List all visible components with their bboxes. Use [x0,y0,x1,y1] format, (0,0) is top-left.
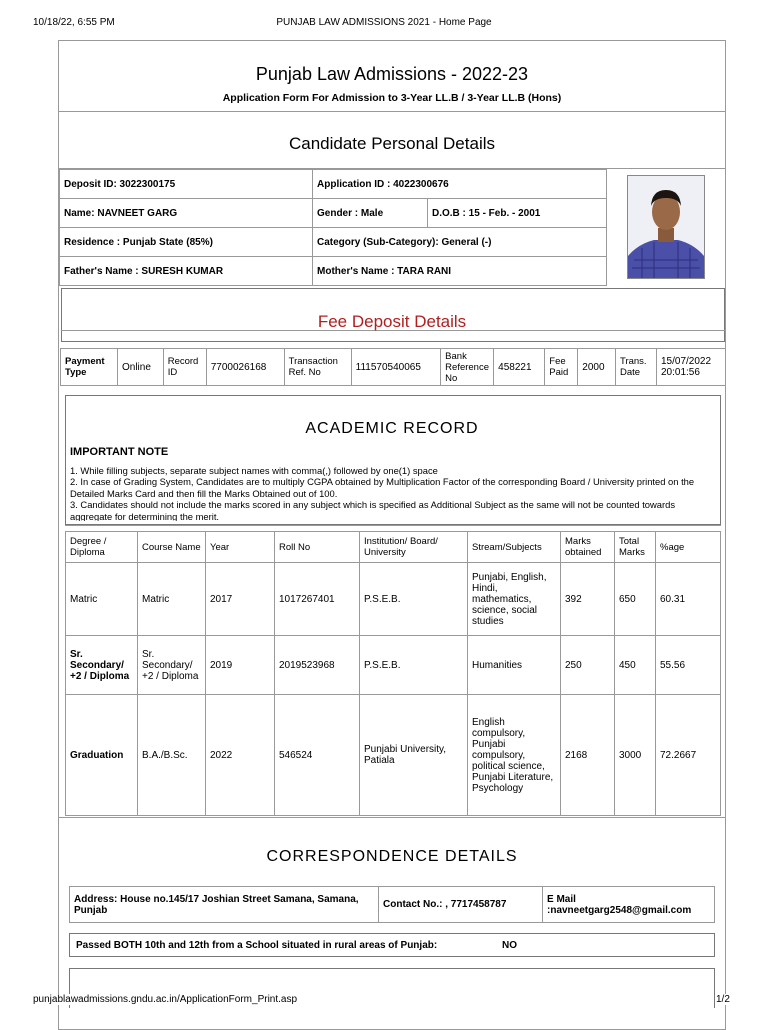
fee-paid-label: Fee Paid [545,349,578,386]
course: Matric [138,563,206,636]
institution: P.S.E.B. [360,563,468,636]
table-row [66,695,721,816]
residence: Residence : Punjab State (85%) [60,228,313,257]
percentage: 60.31 [656,563,721,636]
fee-paid: 2000 [578,349,616,386]
personal-heading: Candidate Personal Details [288,134,495,153]
record-id-label: Record ID [163,349,206,386]
fee-heading: Fee Deposit Details [317,312,467,331]
transaction-ref: 111570540065 [351,349,441,386]
stream: Humanities [468,636,561,695]
gender: Gender : Male [313,199,428,228]
academic-heading: ACADEMIC RECORD [305,420,479,437]
fee-details-table [60,348,726,386]
father-name: Father's Name : SURESH KUMAR [60,257,313,286]
print-page-number: 1/2 [716,994,730,1005]
percentage: 55.56 [656,636,721,695]
note-item: 2. In case of Grading System, Candidates are to multiply CGPA obtained by Multiplication Factor of the corresponding Board / University printed on the Detailed Marks Card and then fill the Marks Obtained out of 100. [70,476,695,499]
col-marks: Marks obtained [561,532,615,563]
col-year: Year [206,532,275,563]
degree: Matric [66,563,138,636]
institution: Punjabi University, Patiala [360,695,468,816]
rural-answer: NO [502,940,517,951]
divider [58,111,726,112]
print-url: punjablawadmissions.gndu.ac.in/ApplicationForm_Print.asp [33,994,298,1005]
application-id: Application ID : 4022300676 [313,170,607,199]
trans-date: 15/07/2022 20:01:56 [657,349,726,386]
mother-name: Mother's Name : TARA RANI [313,257,607,286]
bank-ref-label: Bank Reference No [441,349,494,386]
marks: 2168 [561,695,615,816]
record-id: 7700026168 [206,349,284,386]
payment-type-label: Payment Type [61,349,118,386]
col-total: Total Marks [615,532,656,563]
academic-table [65,531,721,816]
total: 650 [615,563,656,636]
trans-date-label: Trans. Date [616,349,657,386]
correspondence-table [69,886,715,923]
marks: 392 [561,563,615,636]
personal-details-table [59,169,607,286]
roll-no: 2019523968 [275,636,360,695]
rural-area-row [69,933,715,957]
divider [58,817,726,818]
degree: Graduation [66,695,138,816]
year: 2017 [206,563,275,636]
rural-question: Passed BOTH 10th and 12th from a School situated in rural areas of Punjab: [76,940,438,951]
col-institution: Institution/ Board/ University [360,532,468,563]
table-row [66,636,721,695]
note-item: 1. While filling subjects, separate subject names with comma(,) followed by one(1) space [70,465,438,476]
total: 3000 [615,695,656,816]
divider [65,525,721,526]
stream: Punjabi, English, Hindi, mathematics, science, social studies [468,563,561,636]
year: 2019 [206,636,275,695]
marks: 250 [561,636,615,695]
deposit-id: Deposit ID: 3022300175 [60,170,313,199]
percentage: 72.2667 [656,695,721,816]
candidate-photo [627,175,705,279]
transaction-label: Transaction Ref. No [284,349,351,386]
form-title: Punjab Law Admissions - 2022-23 [255,64,529,84]
col-percentage: %age [656,532,721,563]
course: B.A./B.Sc. [138,695,206,816]
dob: D.O.B : 15 - Feb. - 2001 [428,199,607,228]
print-page-title: PUNJAB LAW ADMISSIONS 2021 - Home Page [276,17,492,28]
note-item: 3. Candidates should not include the marks scored in any subject which is specified as Additional Subject as the same will not be counted towards aggregate for determining the merit. [70,499,676,521]
bank-ref: 458221 [494,349,545,386]
category: Category (Sub-Category): General (-) [313,228,607,257]
year: 2022 [206,695,275,816]
roll-no: 1017267401 [275,563,360,636]
address: Address: House no.145/17 Joshian Street Samana, Samana, Punjab [70,887,379,923]
course: Sr. Secondary/ +2 / Diploma [138,636,206,695]
form-subtitle: Application Form For Admission to 3-Year LL.B / 3-Year LL.B (Hons) [222,92,562,104]
candidate-name: Name: NAVNEET GARG [60,199,313,228]
institution: P.S.E.B. [360,636,468,695]
col-stream: Stream/Subjects [468,532,561,563]
roll-no: 546524 [275,695,360,816]
contact-no: Contact No.: , 7717458787 [379,887,543,923]
table-row [66,563,721,636]
degree: Sr. Secondary/ +2 / Diploma [66,636,138,695]
col-degree: Degree / Diploma [66,532,138,563]
correspondence-heading: CORRESPONDENCE DETAILS [266,848,518,865]
stream: English compulsory, Punjabi compulsory, political science, Punjabi Literature, Psychology [468,695,561,816]
print-datetime: 10/18/22, 6:55 PM [33,17,115,28]
col-roll: Roll No [275,532,360,563]
col-course: Course Name [138,532,206,563]
email: E Mail :navneetgarg2548@gmail.com [543,887,715,923]
important-notes [70,465,710,521]
total: 450 [615,636,656,695]
table-header-row [66,532,721,563]
note-title: IMPORTANT NOTE [70,446,169,458]
payment-type: Online [118,349,164,386]
